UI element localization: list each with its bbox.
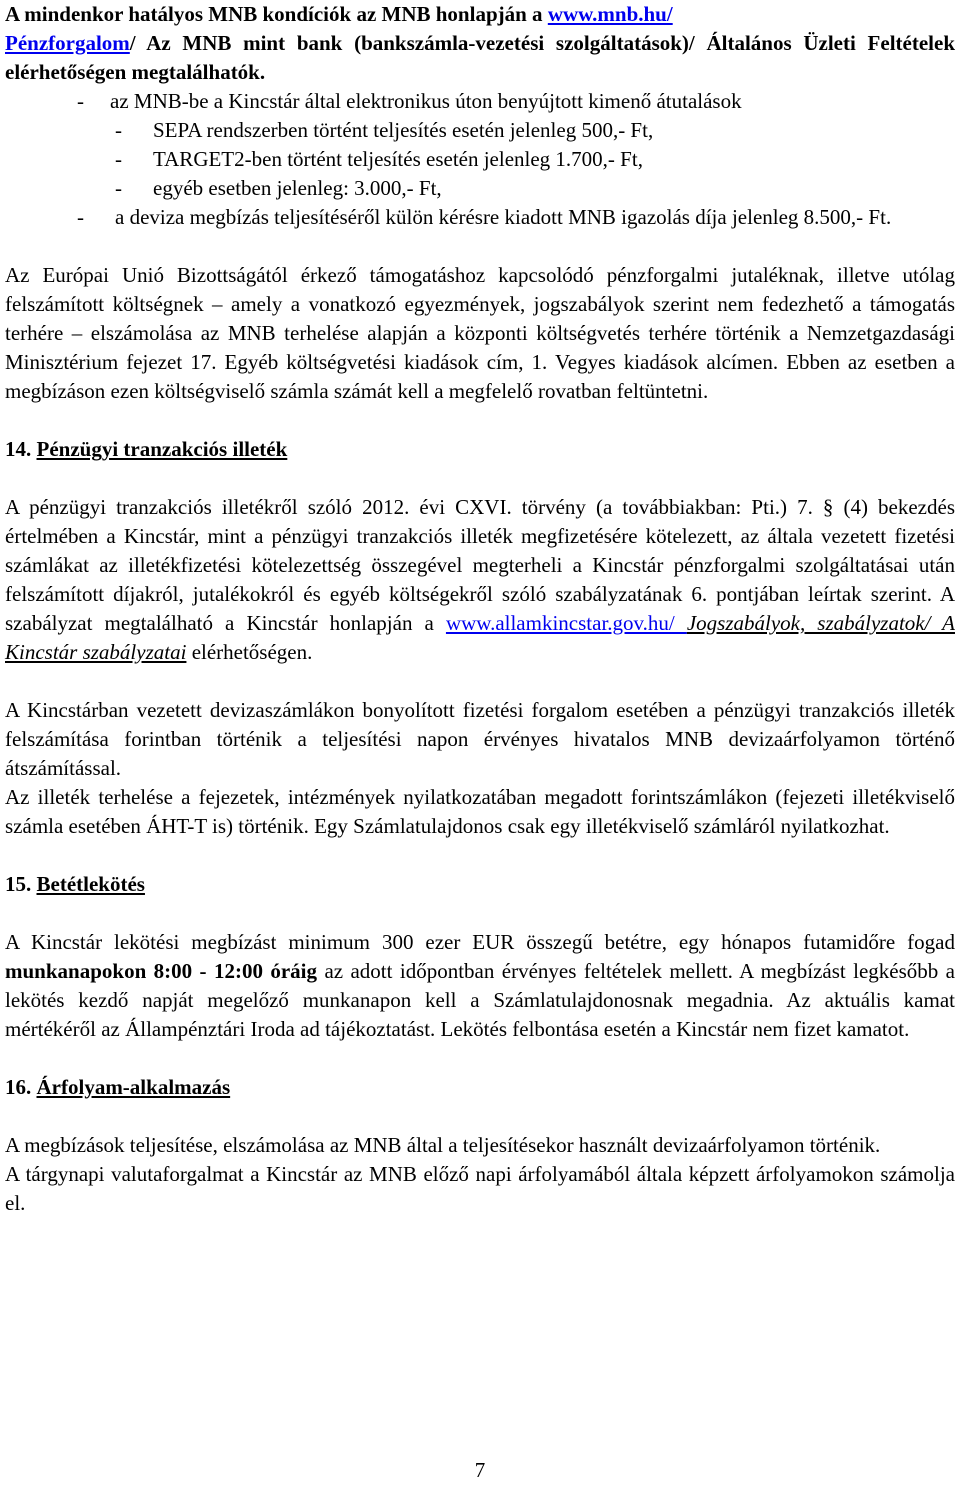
fee-text: egyéb esetben jelenleg: 3.000,- Ft, (153, 176, 442, 200)
fee-item (5, 145, 955, 174)
section-14-paragraph-3: Az illeték terhelése a fejezetek, intézmények nyilatkozatában megadott forintszámlákon (fejezeti illetékviselő számla esetében ÁHT-T is) történik. Egy Számlatulajdonos csak egy illetékviselő számláról nyilatkozhat. (5, 785, 955, 838)
regulations-path: Jogszabályok, szabályzatok/ A Kincstár szabályzatai (5, 611, 955, 664)
section-15-text-2: az adott időpontban érvényes feltételek mellett. A megbízást legkésőbb a lekötés kezdő napját megelőző munkanapon kell a Számlatulajdonosnak megadnia. Az aktuális kamat mértékéről az Állampénztári Iroda ad tájékoztatást. Lekötés felbontása esetén a Kincstár nem fizet kamatot. (5, 959, 955, 1041)
list-dash: - (115, 118, 122, 142)
fee-text: TARGET2-ben történt teljesítés esetén jelenleg 1.700,- Ft, (153, 147, 643, 171)
section-14-paragraph-1 (5, 493, 955, 667)
section-14-heading (5, 435, 955, 464)
eu-paragraph: Az Európai Unió Bizottságától érkező támogatáshoz kapcsolódó pénzforgalmi jutaléknak, illetve utólag felszámított költségnek – amely a vonatkozó egyezmények, jogszabályok szerint nem fedezhető a támogatás terhére – elszámolása az MNB terhelése alapján a központi költségvetés terhére történik a Nemzetgazdasági Minisztérium fejezet 17. Egyéb költségvetési kiadások cím, 1. Vegyes kiadások alcímen. Ebben az esetben a megbízáson ezen költségviselő számla számát kell a megfelelő rovatban feltüntetni. (5, 263, 955, 403)
document-page (5, 0, 955, 1218)
section-14-paragraph-2: A Kincstárban vezetett devizaszámlákon bonyolított fizetési forgalom esetében a pénzügyi tranzakciós illeték felszámítása forintban történik a teljesítési napon érvényes hivatalos MNB devizaárfolyamon történő átszámítással. (5, 698, 955, 780)
list-dash: - (77, 89, 84, 113)
intro-text-1: A mindenkor hatályos MNB kondíciók az MNB honlapján a (5, 2, 548, 26)
section-16-heading (5, 1073, 955, 1102)
fee-item (5, 116, 955, 145)
section-15-number: 15. (5, 872, 37, 896)
list-dash: - (115, 176, 122, 200)
intro-paragraph (5, 0, 955, 87)
section-14-title: Pénzügyi tranzakciós illeték (36, 437, 288, 461)
fee-item (5, 174, 955, 203)
fee-item (5, 203, 955, 232)
fee-text: a deviza megbízás teljesítéséről külön kérésre kiadott MNB igazolás díja jelenleg 8.500,- Ft. (115, 205, 892, 229)
section-15-text-1: A Kincstár lekötési megbízást minimum 300 ezer EUR összegű betétre, egy hónapos futamidőre fogad (5, 930, 955, 954)
section-14-text-1: A pénzügyi tranzakciós illetékről szóló 2012. évi CXVI. törvény (a továbbiakban: Pti.) 7. § (4) bekezdés értelmében a Kincstár, mint a pénzügyi tranzakciós illeték megfizetésére kötelezett, az általa vezetett fizetési számlákat az illetékfizetési kötelezettség összegével megterheli a Kincstár pénzforgalmi szolgáltatásai után felszámított díjakról, jutalékokról és egyéb költségekről szóló szabályzatának 6. pontjában leírtak szerint. A szabályzat megtalálható a Kincstár honlapján a (5, 495, 955, 635)
section-15-title: Betétlekötés (36, 872, 145, 896)
section-15-heading (5, 870, 955, 899)
list-dash: - (77, 205, 84, 229)
fee-item (5, 87, 955, 116)
page-number: 7 (474, 1458, 486, 1482)
fee-text: SEPA rendszerben történt teljesítés esetén jelenleg 500,- Ft, (153, 118, 654, 142)
allamkincstar-link[interactable]: www.allamkincstar.gov.hu/ (445, 611, 687, 635)
fee-list (5, 87, 955, 232)
section-16-title: Árfolyam-alkalmazás (36, 1075, 231, 1099)
intro-text-2: / Az MNB mint bank (bankszámla-vezetési szolgáltatások)/ Általános Üzleti Feltételek elérhetőségen megtalálhatók. (5, 31, 955, 84)
list-dash: - (115, 147, 122, 171)
mnb-link[interactable]: www.mnb.hu/ (547, 2, 673, 26)
section-15-paragraph (5, 928, 955, 1044)
section-16-number: 16. (5, 1075, 37, 1099)
section-16-paragraph-1: A megbízások teljesítése, elszámolása az MNB által a teljesítésekor használt devizaárfolyamon történik. (5, 1133, 881, 1157)
section-14-text-2: elérhetőségen. (186, 640, 313, 664)
fee-text: az MNB-be a Kincstár által elektronikus úton benyújtott kimenő átutalások (110, 89, 742, 113)
mnb-link-penzforgalom[interactable]: Pénzforgalom (5, 31, 130, 55)
business-hours: munkanapokon 8:00 - 12:00 óráig (5, 959, 318, 983)
section-14-number: 14. (5, 437, 37, 461)
section-16-paragraph-2: A tárgynapi valutaforgalmat a Kincstár az MNB előző napi árfolyamából általa képzett árfolyamokon számolja el. (5, 1162, 955, 1215)
